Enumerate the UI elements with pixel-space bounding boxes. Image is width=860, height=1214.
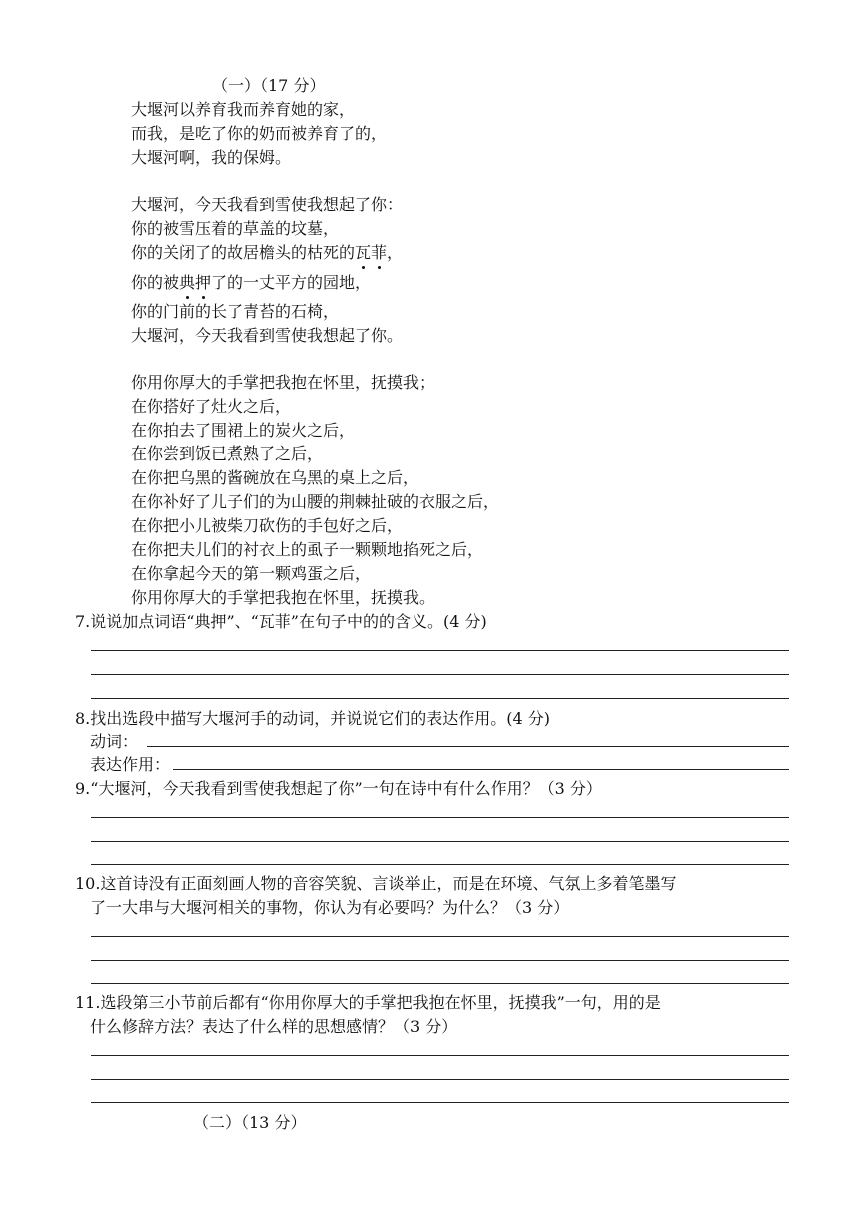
- question-9: 9.“大堰河，今天我看到雪使我想起了你”一句在诗中有什么作用？（3 分）: [75, 779, 602, 798]
- question-7: 7.说说加点词语“典押”、“瓦菲”在句子中的的含义。(4 分): [75, 612, 487, 631]
- question-8: 8.找出选段中描写大堰河手的动词，并说说它们的表达作用。(4 分): [75, 709, 551, 728]
- poem-line: 在你把夫儿们的衬衣上的虱子一颗颗地掐死之后，: [131, 540, 484, 559]
- poem-line: 你的被雪压着的草盖的坟墓，: [131, 219, 340, 238]
- answer-line[interactable]: [91, 1102, 789, 1103]
- poem-line: 你用你厚大的手掌把我抱在怀里，抚摸我；: [131, 373, 436, 392]
- verb-answer-line[interactable]: [147, 746, 789, 747]
- poem-line: 在你补好了儿子们的为山腰的荆棘扯破的衣服之后，: [131, 492, 500, 511]
- poem-line: 在你把乌黑的酱碗放在乌黑的桌上之后，: [131, 468, 420, 487]
- answer-line[interactable]: [91, 698, 789, 699]
- answer-line[interactable]: [91, 864, 789, 865]
- question-11-line-2: 什么修辞方法？表达了什么样的思想感情？（3 分）: [90, 1017, 458, 1036]
- answer-line[interactable]: [91, 650, 789, 651]
- verb-label: 动词：: [90, 732, 139, 751]
- answer-line[interactable]: [91, 841, 789, 842]
- answer-line[interactable]: [91, 817, 789, 818]
- poem-line-with-dotted-words: [131, 270, 371, 293]
- emphasis-dot-word: 菲: [371, 240, 387, 263]
- poem-line: 在你把小儿被柴刀砍伤的手包好之后，: [131, 516, 404, 535]
- effect-answer-line[interactable]: [173, 769, 789, 770]
- emphasis-dot-word: 押: [195, 270, 211, 293]
- poem-line: 大堰河以养育我而养育她的家，: [131, 100, 356, 119]
- poem-line: 在你搭好了灶火之后，: [131, 397, 292, 416]
- emphasis-dot-word: 瓦: [355, 240, 371, 263]
- emphasis-dot-word: 典: [179, 270, 195, 293]
- poem-line-text: ，: [387, 243, 404, 262]
- effect-label: 表达作用：: [90, 755, 171, 774]
- poem-line-text: 了的一丈平方的园地，: [211, 273, 372, 292]
- section-two-title: （二）（13 分）: [193, 1113, 307, 1132]
- poem-line: 大堰河，今天我看到雪使我想起了你。: [131, 326, 404, 345]
- poem-line: 你用你厚大的手掌把我抱在怀里，抚摸我。: [131, 588, 436, 607]
- poem-line: 而我，是吃了你的奶而被养育了的，: [131, 124, 388, 143]
- question-11-line-1: 11.选段第三小节前后都有“你用你厚大的手掌把我抱在怀里，抚摸我”一句，用的是: [75, 993, 661, 1012]
- answer-line[interactable]: [91, 936, 789, 937]
- answer-line[interactable]: [91, 1079, 789, 1080]
- poem-line-text: 你的关闭了的故居檐头的枯死的: [131, 243, 356, 262]
- answer-line[interactable]: [91, 674, 789, 675]
- poem-line: 大堰河，今天我看到雪使我想起了你：: [131, 195, 404, 214]
- poem-line: 在你尝到饭已煮熟了之后，: [131, 444, 324, 463]
- poem-line-with-dotted-words: [131, 240, 403, 263]
- poem-line: 大堰河啊，我的保姆。: [131, 148, 292, 167]
- question-10-line-2: 了一大串与大堰河相关的事物，你认为有必要吗？为什么？（3 分）: [90, 898, 570, 917]
- poem-line: 在你拍去了围裙上的炭火之后，: [131, 421, 356, 440]
- answer-line[interactable]: [91, 1055, 789, 1056]
- answer-line[interactable]: [91, 983, 789, 984]
- section-one-title: （一）（17 分）: [212, 76, 326, 95]
- answer-line[interactable]: [91, 960, 789, 961]
- poem-line-text: 你的被: [131, 273, 180, 292]
- question-10-line-1: 10.这首诗没有正面刻画人物的音容笑貌、言谈举止，而是在环境、气氛上多着笔墨写: [75, 874, 677, 893]
- poem-line: 在你拿起今天的第一颗鸡蛋之后，: [131, 564, 372, 583]
- poem-line: 你的门前的长了青苔的石椅，: [131, 302, 340, 321]
